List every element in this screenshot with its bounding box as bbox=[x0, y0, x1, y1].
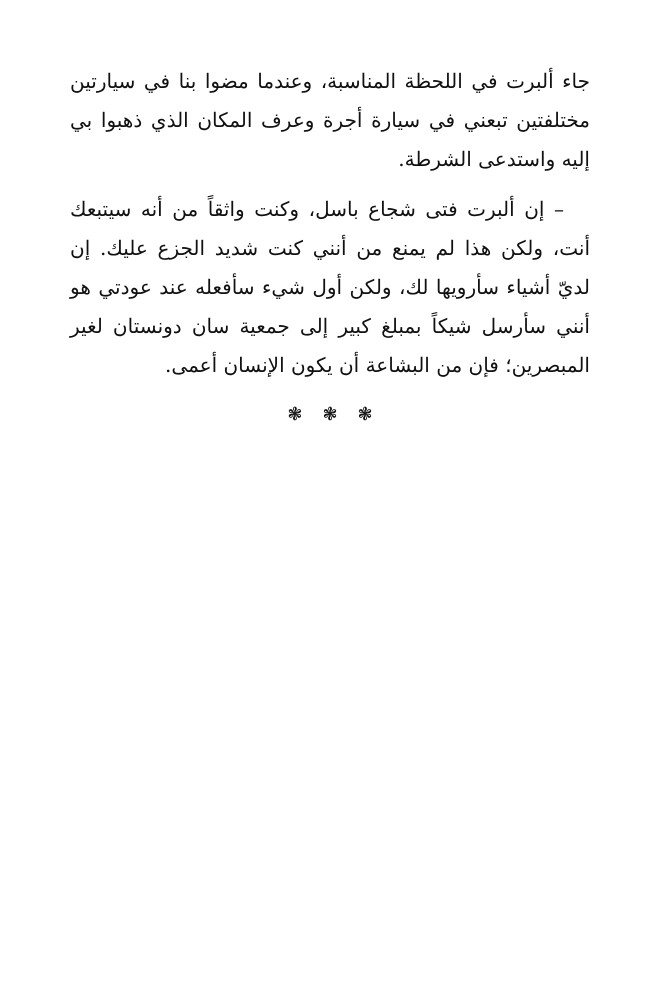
paragraph-2: – إن ألبرت فتى شجاع باسل، وكنت واثقاً من أنه سيتبعك أنت، ولكن هذا لم يمنع من أنني كنت شديد الجزع عليك. إن لديّ أشياء سأرويها لك، ولكن أول شيء سأفعله عند عودتي هو أنني سأرسل شيكاً بمبلغ كبير إلى جمعية سان دونستان لغير المبصرين؛ فإن من البشاعة أن يكون الإنسان أعمى. bbox=[70, 197, 590, 377]
paragraph-1: جاء ألبرت في اللحظة المناسبة، وعندما مضوا بنا في سيارتين مختلفتين تبعني في سيارة أجرة وعرف المكان الذي ذهبوا بي إليه واستدعى الشرطة. bbox=[70, 69, 590, 171]
book-page bbox=[70, 62, 590, 434]
section-break-ornament: ❃❃❃ bbox=[287, 404, 393, 425]
